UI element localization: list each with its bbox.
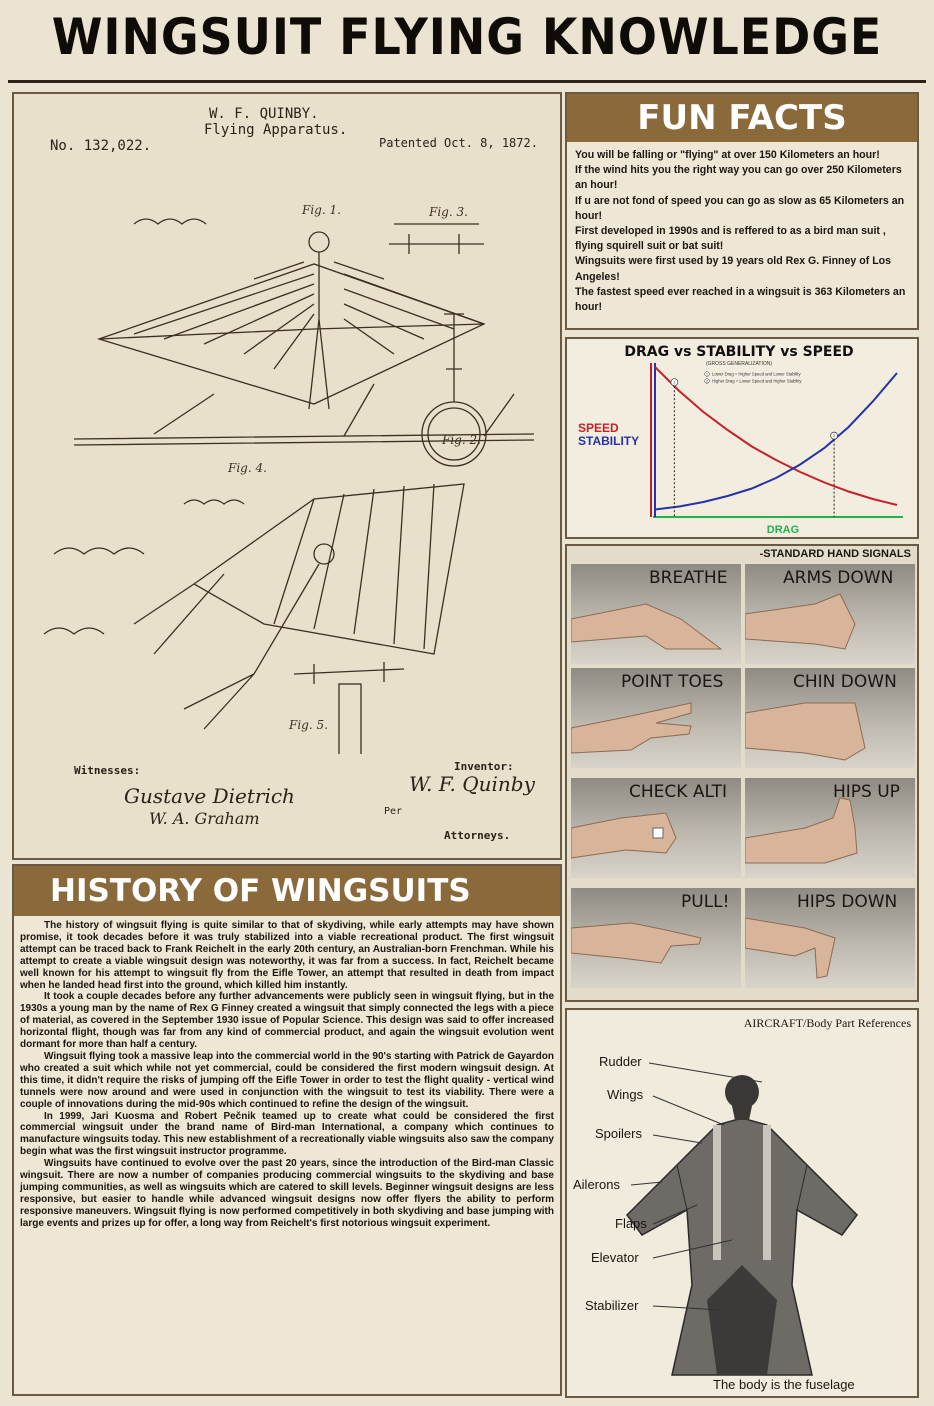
signal-label: CHIN DOWN — [793, 672, 897, 692]
part-label-rudder: Rudder — [599, 1054, 642, 1069]
hand-signal-hips-up — [745, 778, 915, 878]
annotation-legend-text: Lower Drag = Higher Speed and Lower Stability — [712, 371, 801, 377]
hand-signal-chin-down — [745, 668, 915, 768]
annotation-legend-text: Higher Drag = Lower Speed and Higher Stability — [712, 378, 802, 384]
annotation-legend-number: 1 — [706, 372, 708, 377]
hand-signal-check-alti — [571, 778, 741, 878]
aircraft-heading: AIRCRAFT/Body Part References — [743, 1016, 911, 1030]
series-line-speed — [655, 367, 897, 505]
part-label-ailerons: Ailerons — [573, 1177, 620, 1192]
fun-fact-item: If the wind hits you the right way you can go over 250 Kilometers an hour! — [575, 164, 902, 192]
title-divider — [8, 80, 926, 83]
fun-fact-item: If u are not fond of speed you can go as slow as 65 Kilometers an hour! — [575, 194, 905, 222]
patent-inventor-name: W. F. QUINBY. — [209, 106, 319, 122]
history-paragraph: In 1999, Jari Kuosma and Robert Pečnik teamed up to create what could be considered the first commercial wingsuit under the brand name of Bird-man International, a company which continues to manufacture wingsuits today. This new establishment of a recreationally viable wingsuits also saw the company begin what was the first wingsuit instructor programme. — [20, 1110, 554, 1158]
hand-signals-heading: -STANDARD HAND SIGNALS — [759, 548, 911, 560]
patent-fig-label: Fig. 4. — [228, 461, 267, 475]
witness-signature-1: Gustave Dietrich — [124, 784, 295, 808]
fun-fact-item: Wingsuits were first used by 19 years old Rex G. Finney of Los Angeles! — [575, 255, 892, 283]
signal-label: POINT TOES — [621, 672, 724, 692]
signal-label: ARMS DOWN — [783, 568, 894, 588]
patent-subtitle: Flying Apparatus. — [204, 122, 348, 138]
history-paragraph: The history of wingsuit flying is quite similar to that of skydiving, while early attempts may have shown promise, it took decades before it was truly stabilized into a viable recreational product. The first wingsuit attempt can be traced back to Frank Reichelt in the early 20th century, an Australian-born Frenchman. While his attempt to create a viable wingsuit design was noteworthy, it was far from a success. In fact, Reichelt became well known for his attempt to wingsuit fly from the Eifle Tower, an attempt that resulted in death from impact when he landed head first into the ground, which killed him instantly. — [20, 920, 554, 991]
part-label-wings: Wings — [607, 1087, 644, 1102]
chart-title: DRAG vs STABILITY vs SPEED — [624, 344, 854, 360]
aircraft-footer: The body is the fuselage — [713, 1377, 855, 1392]
patent-fig-label: Fig. 5. — [289, 718, 328, 732]
chart-subtitle: (GROSS GENERALIZATION) — [705, 361, 773, 367]
signal-label: PULL! — [681, 892, 730, 912]
hand-signal-point-toes — [571, 668, 741, 768]
witness-signature-2: W. A. Graham — [149, 809, 260, 828]
drag-stability-speed-chart-panel — [565, 337, 919, 539]
drag-stability-speed-chart — [567, 339, 917, 537]
patent-fig-label: Fig. 2. — [442, 433, 481, 447]
patent-drawing — [14, 154, 560, 754]
fun-facts-list — [567, 142, 917, 315]
history-panel — [12, 864, 562, 1396]
patent-fig-label: Fig. 3. — [429, 205, 468, 219]
signal-label: HIPS DOWN — [797, 892, 898, 912]
history-heading: HISTORY OF WINGSUITS — [14, 866, 560, 916]
fun-fact-item: The fastest speed ever reached in a wingsuit is 363 Kilometers an hour! — [575, 285, 906, 314]
patent-fig-label: Fig. 1. — [302, 203, 341, 217]
patent-number: No. 132,022. — [50, 138, 152, 154]
fun-fact-item: First developed in 1990s and is reffered to as a bird man suit , flying squirell suit or bat suit! — [575, 225, 886, 253]
fun-fact-item: You will be falling or "flying" at over 150 Kilometers an hour! — [575, 149, 880, 161]
hand-signals-panel — [565, 544, 919, 1002]
signal-label: HIPS UP — [833, 782, 900, 802]
signal-label: BREATHE — [649, 568, 728, 588]
per-label: Per — [384, 806, 403, 817]
history-body — [14, 916, 560, 1230]
patent-illustration-panel — [12, 92, 562, 860]
annotation-marker-number: 2 — [832, 433, 836, 439]
hand-signal-arms-down — [745, 564, 915, 664]
part-label-stabilizer: Stabilizer — [585, 1298, 639, 1313]
legend-stability: STABILITY — [578, 434, 640, 448]
inventor-signature: W. F. Quinby — [409, 772, 535, 796]
witnesses-label: Witnesses: — [74, 764, 141, 777]
fun-facts-panel — [565, 92, 919, 330]
patent-date: Patented Oct. 8, 1872. — [379, 136, 538, 150]
series-line-stability — [655, 373, 897, 510]
page-title: WINGSUIT FLYING KNOWLEDGE — [51, 8, 883, 66]
legend-speed: SPEED — [578, 421, 619, 435]
annotation-legend-number: 2 — [706, 379, 708, 384]
signal-label: CHECK ALTI — [629, 782, 727, 802]
x-axis-label: DRAG — [766, 524, 800, 536]
part-label-spoilers: Spoilers — [595, 1126, 642, 1141]
hand-signal-hips-down — [745, 888, 915, 988]
attorneys-label: Attorneys. — [444, 829, 511, 842]
aircraft-reference-panel — [565, 1008, 919, 1398]
history-paragraph: It took a couple decades before any further advancements were publicly seen in wingsuit flying, but in the 1930s a young man by the name of Rex G Finney created a wingsuit that simply connected the legs with a piece of material, as covered in the September 1930 issue of Popular Science. This design was said to offer increased horizontal flight, though was far from any kind of commercial product, and again the wingsuit evolution went dormant for more than half a century. — [20, 991, 554, 1051]
fun-facts-heading: FUN FACTS — [567, 94, 917, 142]
annotation-marker-number: 1 — [673, 379, 676, 385]
history-paragraph: Wingsuits have continued to evolve over the past 20 years, since the introduction of the Bird-man Classic wingsuit. There are now a number of companies producing commercial wingsuits to the skydiving and base jumping communities, as well as wingsuits which are catered to skill levels. Beginner wingsuit designs are less responsive, but easier to handle while advanced wingsuit designs now offer flyers the ability to perform responsive maneuvers. Wingsuit flying is now performed competitively in both skydiving and base jumping with large events and prizes up for offer, a long way from Reichelt's first notorious wingsuit experiment. — [20, 1158, 554, 1229]
part-label-elevator: Elevator — [591, 1250, 639, 1265]
hand-signal-pull — [571, 888, 741, 988]
hand-signal-breathe — [571, 564, 741, 664]
history-paragraph: Wingsuit flying took a massive leap into the commercial world in the 90's starting with Patrick de Gayardon who created a suit which while not yet commercial, could be considered the first modern wingsuit design. At this time, it didn't require the risks of jumping off the Eifle Tower in order to test the flight quality - vertical wind tunnels were now around and were used in conjunction with the wingsuit to test its viability. There were a couple of innovations during the mid-90s which continued to refine the design of the wingsuit. — [20, 1050, 554, 1110]
part-label-flaps: Flaps — [615, 1216, 647, 1231]
inventor-label: Inventor: — [454, 760, 514, 773]
